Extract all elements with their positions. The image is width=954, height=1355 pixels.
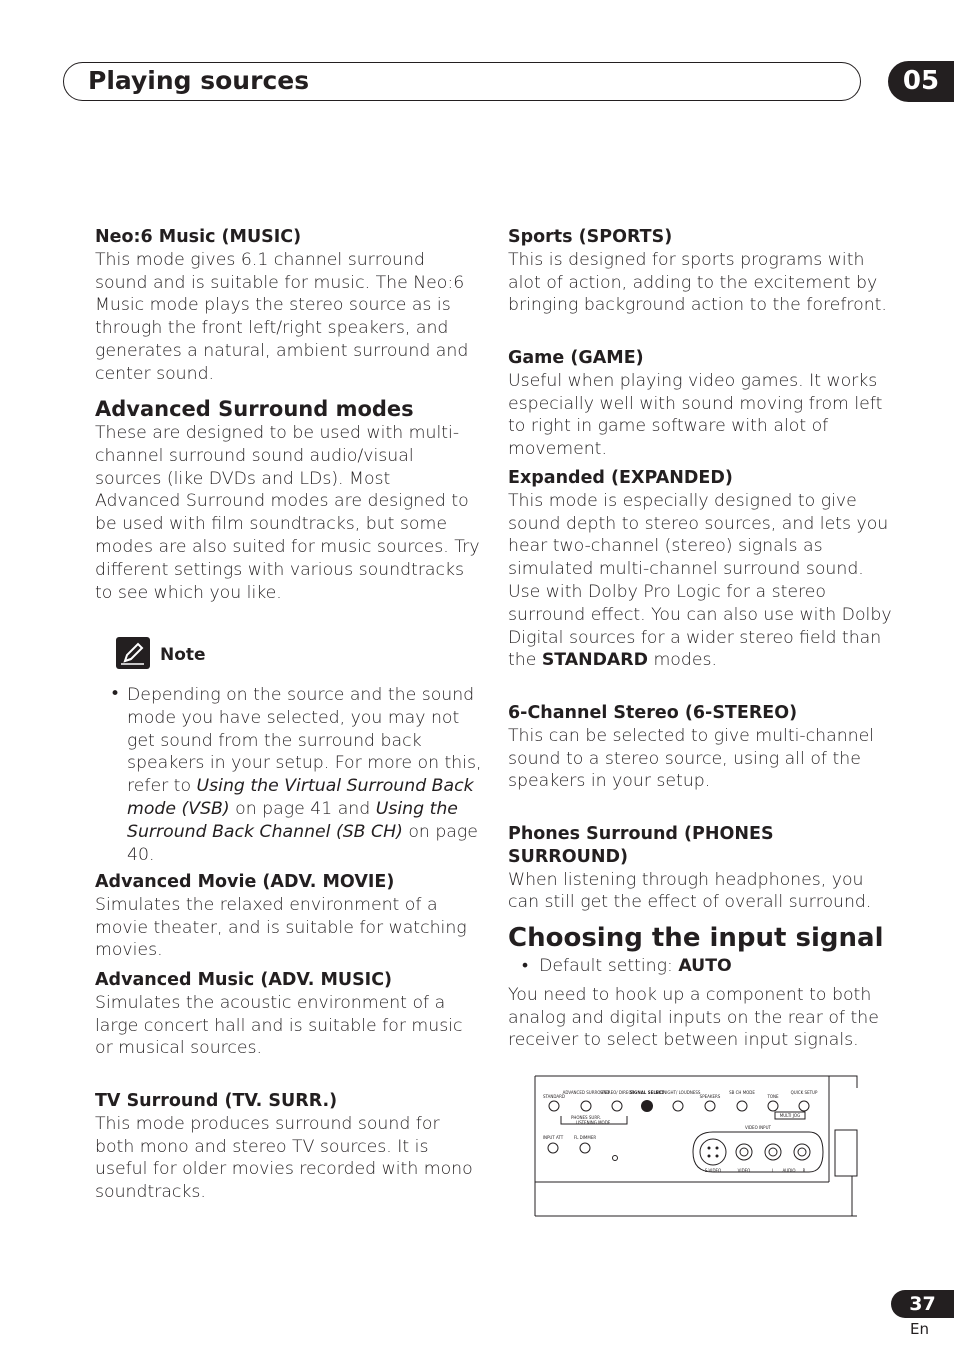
panel-sbch-label: SB CH MODE: [729, 1090, 755, 1095]
neo6-heading: Neo:6 Music (MUSIC): [95, 227, 302, 247]
standard-keyword: STANDARD: [541, 650, 648, 671]
adv-surround-heading: Advanced Surround modes: [95, 397, 414, 421]
game-heading: Game (GAME): [508, 348, 644, 368]
six-channel-body: This can be selected to give multi-channel sound to a stereo source, using all of the speakers in your setup.: [508, 725, 875, 792]
panel-standard-label: STANDARD: [542, 1094, 566, 1099]
panel-video-input-label: VIDEO INPUT: [745, 1125, 771, 1130]
expanded-section: [508, 467, 893, 672]
panel-svideo-label: S-VIDEO: [704, 1168, 722, 1173]
expanded-body-b: modes.: [647, 650, 717, 671]
default-bullet: •: [522, 956, 529, 976]
panel-stereo-label: STEREO/ DIRECT: [600, 1090, 634, 1095]
expanded-heading: Expanded (EXPANDED): [508, 468, 733, 488]
panel-multi-jog-label: MULTI JOG: [779, 1113, 801, 1118]
adv-music-heading: Advanced Music (ADV. MUSIC): [95, 970, 393, 990]
panel-midnight-label: MIDNIGHT/ LOUDNESS: [655, 1090, 701, 1095]
six-channel-heading: 6-Channel Stereo (6-STEREO): [508, 703, 798, 723]
note-pencil-icon: [116, 637, 150, 669]
choosing-section: [508, 923, 893, 1052]
note-text-c: on page 40.: [127, 821, 478, 865]
default-setting-value: AUTO: [678, 956, 732, 976]
default-setting-label: Default setting:: [539, 956, 679, 976]
panel-input-att-label: INPUT ATT: [542, 1135, 564, 1140]
adv-music-section: [95, 969, 480, 1060]
panel-phones-surr-label: PHONES SURR.: [570, 1115, 602, 1120]
panel-advanced-label: ADVANCED SURROUND: [562, 1090, 610, 1095]
six-channel-section: [508, 702, 893, 793]
sports-heading: Sports (SPORTS): [508, 227, 673, 247]
panel-audio-label: AUDIO: [782, 1168, 796, 1173]
game-body: Useful when playing video games. It works especially well with sound moving from left to right in game software with alot of movement.: [508, 370, 883, 460]
front-panel-illustration: [533, 1072, 863, 1222]
panel-speakers-label: SPEAKERS: [699, 1094, 721, 1099]
panel-listening-mode-label: LISTENING MODE: [575, 1120, 611, 1125]
note-ref-sbch: Using the Surround Back Channel (SB CH): [127, 798, 458, 842]
phones-surround-heading: Phones Surround (PHONES SURROUND): [508, 824, 774, 867]
panel-signal-select-label: SIGNAL SELECT: [629, 1090, 665, 1095]
note-label: Note: [160, 645, 206, 665]
choosing-body: You need to hook up a component to both analog and digital inputs on the rear of the receiver to select between input signals.: [508, 984, 879, 1051]
note-ref-vsb: Using the Virtual Surround Back mode (VSB): [127, 776, 474, 819]
neo6-body: This mode gives 6.1 channel surround sound and is suitable for music. The Neo:6 Music mode plays the stereo source as is through the front left/right speakers, and generates a natural, ambient surround and center sound.: [95, 249, 469, 384]
tv-surround-heading: TV Surround (TV. SURR.): [95, 1091, 338, 1111]
language-code: En: [910, 1320, 929, 1338]
choosing-heading: Choosing the input signal: [508, 923, 884, 953]
panel-tone-label: TONE: [767, 1094, 779, 1099]
page-title: Playing sources: [88, 66, 310, 95]
adv-surround-section: [95, 396, 480, 604]
adv-surround-body: These are designed to be used with multi-channel surround sound audio/visual sources (like DVDs and LDs). Most Advanced Surround modes are designed to be used with film soundtracks, but some modes are also suited for music sources. Try different settings with various soundtracks to see which you like.: [95, 423, 480, 603]
panel-r-label: R: [802, 1168, 806, 1173]
page-number: 37: [891, 1290, 954, 1318]
tv-surround-section: [95, 1090, 480, 1204]
adv-music-body: Simulates the acoustic environment of a large concert hall and is suitable for music or musical sources.: [95, 992, 463, 1059]
note-text-a: Depending on the source and the sound mode you have selected, you may not get sound from the surround back speakers in your setup. For more on this, refer to: [127, 685, 482, 797]
sports-section: [508, 226, 893, 317]
panel-video-label: VIDEO: [737, 1168, 751, 1173]
phones-surround-section: [508, 823, 893, 914]
panel-fl-dimmer-label: FL DIMMER: [573, 1135, 597, 1140]
adv-movie-section: [95, 871, 480, 962]
panel-quick-setup-label: QUICK SETUP: [790, 1090, 818, 1095]
game-section: [508, 347, 893, 461]
chapter-number: 05: [888, 61, 954, 102]
note-bullet: •: [110, 684, 121, 704]
tv-surround-body: This mode produces surround sound for both mono and stereo TV sources. It is useful for older movies recorded with mono soundtracks.: [95, 1113, 473, 1203]
phones-surround-body: When listening through headphones, you can still get the effect of overall surround.: [508, 869, 872, 913]
note-text: [127, 684, 482, 866]
left-column: [95, 226, 480, 386]
note-text-b: on page 41 and: [229, 798, 376, 819]
sports-body: This is designed for sports programs with alot of action, adding to the excitement by bringing background action to the forefront.: [508, 249, 887, 316]
adv-movie-body: Simulates the relaxed environment of a movie theater, and is suitable for watching movies.: [95, 894, 467, 961]
panel-l-label: L: [771, 1168, 775, 1173]
adv-movie-heading: Advanced Movie (ADV. MOVIE): [95, 872, 395, 892]
expanded-body-a: This mode is especially designed to give sound depth to stereo sources, and lets you hear two-channel (stereo) signals as simulated multi-channel surround sound. Use with Dolby Pro Logic for a stereo surround effect. You can also use with Dolby Digital sources for a wider stereo field than the: [508, 490, 892, 671]
